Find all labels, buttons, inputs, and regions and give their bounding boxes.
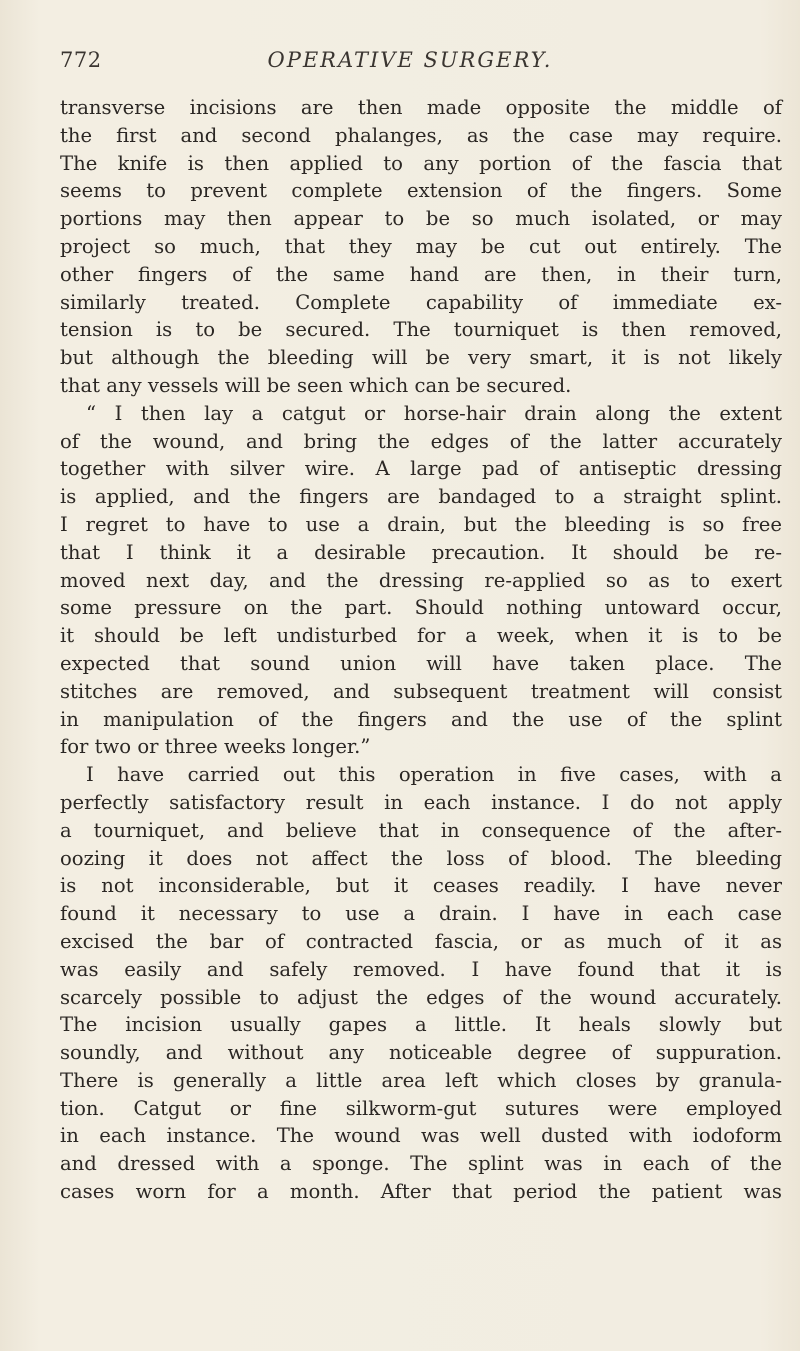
paragraph-2 xyxy=(60,400,782,761)
text-line: in each instance. The wound was well dusted with iodoform xyxy=(60,1124,782,1148)
text-line: the first and second phalanges, as the case may require. xyxy=(60,123,782,147)
text-line: There is generally a little area left which closes by granula- xyxy=(60,1068,782,1092)
text-line: in manipulation of the fingers and the use of the splint xyxy=(60,707,782,731)
text-line: moved next day, and the dressing re-applied so as to exert xyxy=(60,568,782,592)
running-title: OPERATIVE SURGERY. xyxy=(267,48,553,72)
text-line: similarly treated. Complete capability of immediate ex- xyxy=(60,290,782,314)
body-text xyxy=(60,94,782,1206)
text-line: cases worn for a month. After that period the patient was xyxy=(60,1180,782,1204)
text-line: tion. Catgut or fine silkworm-gut sutures were employed xyxy=(60,1096,782,1120)
text-line: it should be left undisturbed for a week, when it is to be xyxy=(60,624,782,648)
page-header xyxy=(60,48,760,82)
text-line: that I think it a desirable precaution. It should be re- xyxy=(60,540,782,564)
text-line: is not inconsiderable, but it ceases readily. I have never xyxy=(60,874,782,898)
text-line: “ I then lay a catgut or horse-hair drain along the extent xyxy=(86,401,782,425)
text-line: seems to prevent complete extension of the fingers. Some xyxy=(60,179,782,203)
text-line: project so much, that they may be cut out entirely. The xyxy=(60,234,782,258)
text-line: is applied, and the fingers are bandaged to a straight splint. xyxy=(60,485,782,509)
text-line: transverse incisions are then made opposite the middle of xyxy=(60,96,782,119)
text-line: for two or three weeks longer.” xyxy=(60,735,371,759)
text-line: excised the bar of contracted fascia, or as much of it as xyxy=(60,929,782,953)
paragraph-1 xyxy=(60,94,782,400)
page-number: 772 xyxy=(60,48,102,72)
text-line: The incision usually gapes a little. It heals slowly but xyxy=(60,1013,782,1037)
text-line: expected that sound union will have taken place. The xyxy=(60,651,782,675)
text-line: and dressed with a sponge. The splint was in each of the xyxy=(60,1152,782,1176)
text-line: but although the bleeding will be very smart, it is not likely xyxy=(60,346,782,370)
text-line: a tourniquet, and believe that in consequence of the after- xyxy=(60,818,782,842)
text-line: The knife is then applied to any portion of the fascia that xyxy=(60,151,782,175)
text-line: perfectly satisfactory result in each instance. I do not apply xyxy=(60,790,782,814)
text-line: scarcely possible to adjust the edges of the wound accurately. xyxy=(60,985,782,1009)
text-line: I have carried out this operation in five cases, with a xyxy=(86,763,782,787)
text-line: found it necessary to use a drain. I have in each case xyxy=(60,902,782,926)
text-line: soundly, and without any noticeable degree of suppuration. xyxy=(60,1041,782,1065)
text-line: stitches are removed, and subsequent treatment will consist xyxy=(60,679,782,703)
text-line: was easily and safely removed. I have found that it is xyxy=(60,957,782,981)
text-line: tension is to be secured. The tourniquet is then removed, xyxy=(60,318,782,342)
text-line: together with silver wire. A large pad of antiseptic dressing xyxy=(60,457,782,481)
text-line: other fingers of the same hand are then, in their turn, xyxy=(60,262,782,286)
paragraph-3 xyxy=(60,761,782,1206)
text-line: oozing it does not affect the loss of blood. The bleeding xyxy=(60,846,782,870)
text-line: of the wound, and bring the edges of the latter accurately xyxy=(60,429,782,453)
text-line: that any vessels will be seen which can be secured. xyxy=(60,373,572,397)
text-line: I regret to have to use a drain, but the bleeding is so free xyxy=(60,512,782,536)
text-line: portions may then appear to be so much isolated, or may xyxy=(60,207,782,231)
text-line: some pressure on the part. Should nothing untoward occur, xyxy=(60,596,782,620)
